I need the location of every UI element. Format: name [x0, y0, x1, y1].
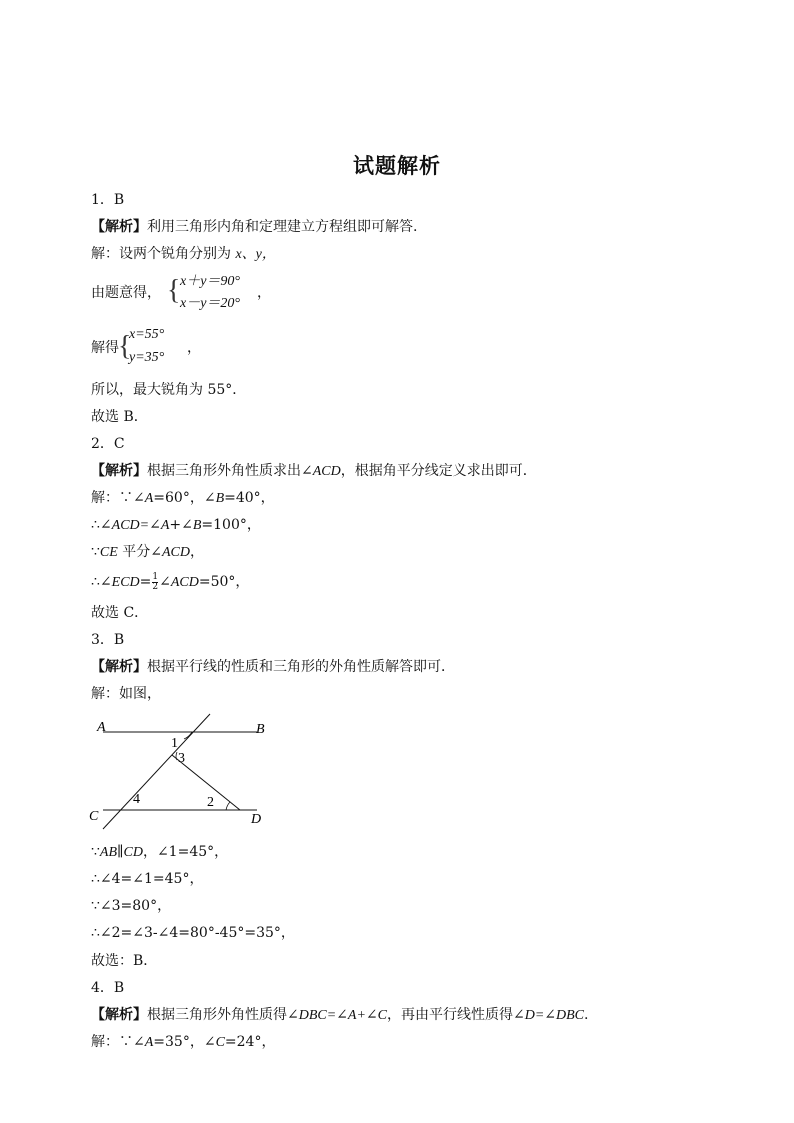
q1-solve-line: [91, 244, 276, 265]
system-brace: {: [167, 275, 181, 306]
result-brace: {: [118, 331, 132, 362]
angle-mark-2: [226, 802, 230, 810]
angle-acd: ∠ACD: [301, 464, 341, 479]
q4-answer: 4．B: [91, 980, 125, 996]
equation-tail: ，: [257, 285, 271, 301]
q1-analysis: [91, 217, 417, 237]
q1-by-problem: 由题意得，: [91, 285, 161, 301]
solve-vars: x、y，: [235, 247, 276, 262]
label-4: 4: [133, 792, 140, 807]
analysis-text-end: ，根据角平分线定义求出即可．: [340, 463, 537, 479]
label-c: C: [89, 809, 99, 824]
analysis-text: 根据平行线的性质和三角形的外角性质解答即可．: [147, 659, 455, 675]
result-1: x=55°: [129, 327, 165, 342]
q2-line-3: ∵CE 平分∠ACD，: [91, 544, 204, 560]
label-1: 1: [171, 736, 178, 751]
q2-answer: 2．C: [91, 436, 125, 452]
q4-line-1: 解：∵∠A=35°，∠C=24°，: [91, 1034, 276, 1050]
q3-choose: 故选：B．: [91, 953, 158, 969]
q1-solve-get: 解得: [91, 340, 119, 356]
q1-conclusion: 所以，最大锐角为 55°．: [91, 382, 247, 398]
analysis-tag: 【解析】: [91, 659, 147, 675]
q3-answer: 3．B: [91, 632, 125, 648]
q2-line-1: 解：∵∠A=60°，∠B=40°，: [91, 490, 275, 506]
analysis-tag: 【解析】: [91, 463, 147, 479]
q3-analysis: [91, 657, 455, 677]
q2-line-4: ∴∠ECD= $\frac{1}{2}$ ∠ACD=50°，: [91, 571, 250, 592]
equation-2: x－y＝20°: [180, 296, 241, 311]
q2-line-2: ∴∠ACD=∠A+∠B=100°，: [91, 517, 261, 533]
equation-1: x＋y＝90°: [180, 274, 241, 289]
analysis-text: 利用三角形内角和定理建立方程组即可解答.: [147, 219, 418, 235]
q4-analysis: 【解析】根据三角形外角性质得∠DBC=∠A+∠C，再由平行线性质得∠D=∠DBC.: [91, 1007, 589, 1023]
geometry-figure: [85, 710, 285, 835]
q2-choose: 故选 C．: [91, 605, 149, 621]
analysis-text: 根据三角形外角性质求出: [147, 463, 301, 479]
solve-prefix: 解：设两个锐角分别为: [91, 246, 231, 262]
label-a: A: [97, 720, 106, 735]
result-2: y=35°: [129, 350, 165, 365]
q3-line-4: ∴∠2=∠3-∠4=80°-45°=35°，: [91, 925, 295, 941]
label-b: B: [256, 722, 265, 737]
page-title: 试题解析: [353, 153, 441, 178]
q2-analysis: [91, 461, 537, 482]
analysis-tag: 【解析】: [91, 219, 147, 235]
transversal: [103, 714, 210, 829]
q1-answer: 1．B: [91, 192, 125, 208]
q1-choose: 故选 B．: [91, 409, 148, 425]
q3-solve: 解：如图，: [91, 686, 161, 702]
q3-line-1: ∵AB∥CD，∠1=45°，: [91, 844, 229, 860]
label-d: D: [251, 812, 262, 827]
result-tail: ，: [187, 340, 201, 356]
q3-line-3: ∵∠3=80°，: [91, 898, 172, 914]
label-2: 2: [207, 795, 214, 810]
analysis-tag: 【解析】: [91, 1007, 147, 1023]
fraction-one-half: $\frac{1}{2}$: [152, 571, 159, 592]
label-3: 3: [178, 751, 185, 766]
q3-line-2: ∴∠4=∠1=45°，: [91, 871, 204, 887]
